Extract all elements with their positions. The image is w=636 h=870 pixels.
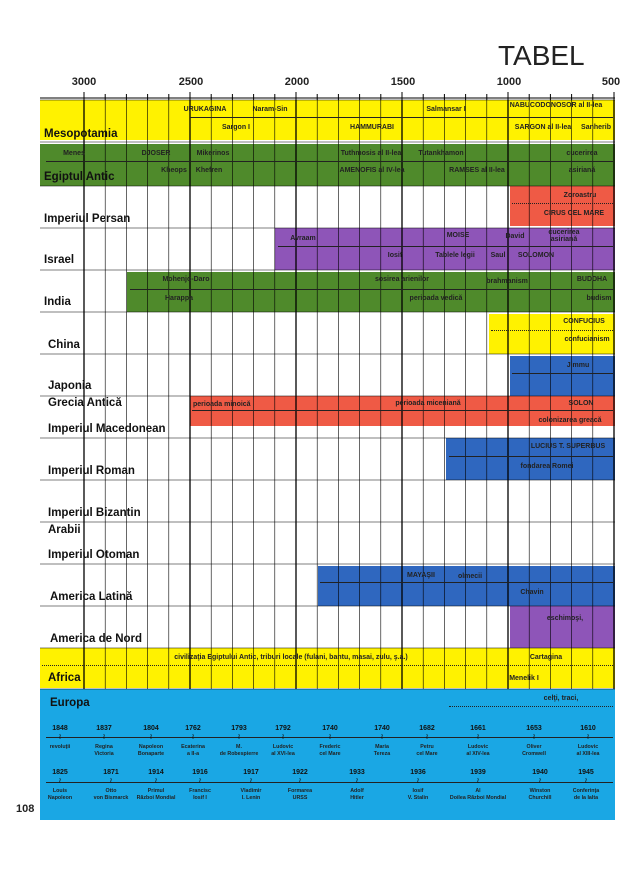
event-label: Iosif bbox=[387, 252, 403, 259]
europa-event-year: 1762 bbox=[185, 725, 201, 732]
europa-event-year: 1933 bbox=[349, 769, 365, 776]
squiggle-arrow-icon: ≀ bbox=[476, 732, 480, 741]
row-label-imperiul-bizantin: Imperiul Bizantin bbox=[48, 507, 141, 519]
event-label: Mohenjo-Daro bbox=[162, 276, 210, 283]
squiggle-arrow-icon: ≀ bbox=[58, 732, 62, 741]
event-label: Chavin bbox=[520, 589, 544, 596]
row-label-egiptul-antic: Egiptul Antic bbox=[44, 171, 115, 183]
event-label: BUDDHA bbox=[576, 276, 608, 283]
squiggle-arrow-icon: ≀ bbox=[58, 776, 62, 785]
event-label: Harappa bbox=[164, 295, 194, 302]
europa-event-name: Ludovic al XIII-lea bbox=[576, 744, 600, 757]
event-label: Zoroastru bbox=[563, 192, 597, 199]
event-label: asiriană bbox=[550, 236, 578, 243]
event-label: Tuthmosis al II-lea bbox=[340, 150, 402, 157]
event-label: asiriană bbox=[568, 167, 596, 174]
europa-event-year: 1653 bbox=[526, 725, 542, 732]
axis-tick-label: 1500 bbox=[390, 76, 416, 88]
europa-event-name: Francisc Iosif I bbox=[189, 788, 211, 801]
event-label: perioada vedică bbox=[409, 295, 463, 302]
row-label-imperiul-persan: Imperiul Persan bbox=[44, 213, 131, 225]
europa-event-year: 1914 bbox=[148, 769, 164, 776]
squiggle-arrow-icon: ≀ bbox=[154, 776, 158, 785]
event-label: Saul bbox=[490, 252, 506, 259]
europa-event-name: Conferinţa de la Ialta bbox=[572, 788, 600, 801]
event-label: sosirea arienilor bbox=[374, 276, 430, 283]
squiggle-arrow-icon: ≀ bbox=[355, 776, 359, 785]
event-label: celţi, traci, bbox=[543, 695, 579, 702]
event-label: SOLON bbox=[568, 400, 594, 407]
europa-event-name: Frederic cel Mare bbox=[319, 744, 341, 757]
event-label: fondarea Romei bbox=[520, 463, 574, 470]
squiggle-arrow-icon: ≀ bbox=[198, 776, 202, 785]
event-label: RAMSES al II-lea bbox=[449, 167, 505, 174]
squiggle-arrow-icon: ≀ bbox=[149, 732, 153, 741]
event-label: SOLOMON bbox=[517, 252, 555, 259]
europa-event-name: Vladimir I. Lenin bbox=[240, 788, 262, 801]
event-label: Naram-Sin bbox=[252, 106, 288, 113]
row-label-america-latina: America Latină bbox=[50, 591, 133, 603]
squiggle-arrow-icon: ≀ bbox=[109, 776, 113, 785]
europa-event-year: 1871 bbox=[103, 769, 119, 776]
europa-event-name: Ludovic al XVI-lea bbox=[271, 744, 295, 757]
row-label-japonia: Japonia bbox=[48, 380, 92, 392]
event-label: colonizarea greacă bbox=[538, 417, 602, 424]
europa-event-year: 1661 bbox=[470, 725, 486, 732]
event-label: Tablele legii bbox=[435, 252, 475, 259]
europa-event-year: 1740 bbox=[322, 725, 338, 732]
squiggle-arrow-icon: ≀ bbox=[249, 776, 253, 785]
europa-event-name: Primul Război Mondial bbox=[136, 788, 176, 801]
squiggle-arrow-icon: ≀ bbox=[298, 776, 302, 785]
event-label: HAMMURABI bbox=[350, 124, 394, 131]
event-label: NABUCODONOSOR al II-lea bbox=[509, 102, 603, 109]
squiggle-arrow-icon: ≀ bbox=[328, 732, 332, 741]
europa-event-name: Ecaterina a II-a bbox=[181, 744, 205, 757]
event-label: budism bbox=[586, 295, 612, 302]
event-label: olmecii bbox=[457, 573, 483, 580]
event-label: DJOSER bbox=[141, 150, 171, 157]
europa-event-name: Iosif V. Stalin bbox=[407, 788, 429, 801]
europa-event-year: 1825 bbox=[52, 769, 68, 776]
europa-event-name: M. de Robespierre bbox=[219, 744, 259, 757]
squiggle-arrow-icon: ≀ bbox=[532, 732, 536, 741]
squiggle-arrow-icon: ≀ bbox=[191, 732, 195, 741]
axis-tick-label: 500 bbox=[601, 76, 621, 88]
squiggle-arrow-icon: ≀ bbox=[584, 776, 588, 785]
europa-event-year: 1939 bbox=[470, 769, 486, 776]
europa-event-name: Formarea URSS bbox=[287, 788, 313, 801]
event-label: Tutankhamon bbox=[418, 150, 464, 157]
row-label-america-de-nord: America de Nord bbox=[50, 633, 143, 645]
europa-event-name: Regina Victoria bbox=[94, 744, 114, 757]
row-label-india: India bbox=[44, 296, 71, 308]
event-label: Kheops bbox=[161, 167, 187, 174]
europa-event-name: Winston Churchill bbox=[528, 788, 552, 801]
europa-event-year: 1792 bbox=[275, 725, 291, 732]
europa-event-year: 1793 bbox=[231, 725, 247, 732]
squiggle-arrow-icon: ≀ bbox=[586, 732, 590, 741]
europa-event-name: Al Doilea Război Mondial bbox=[449, 788, 507, 801]
europa-event-year: 1940 bbox=[532, 769, 548, 776]
event-label: Salmansar I bbox=[426, 106, 466, 113]
europa-event-year: 1837 bbox=[96, 725, 112, 732]
event-label: MAYAŞII bbox=[407, 572, 435, 579]
europa-event-name: Napoleon Bonaparte bbox=[137, 744, 165, 757]
row-label-grecia-antica: Grecia Antică bbox=[48, 397, 122, 409]
squiggle-arrow-icon: ≀ bbox=[102, 732, 106, 741]
row-label-imperiul-macedonean: Imperiul Macedonean bbox=[48, 423, 166, 435]
europa-event-year: 1740 bbox=[374, 725, 390, 732]
europa-event-name: Otto von Bismarck bbox=[93, 788, 129, 801]
event-label: confucianism bbox=[564, 336, 610, 343]
event-label: perioada miceniană bbox=[395, 400, 461, 407]
squiggle-arrow-icon: ≀ bbox=[281, 732, 285, 741]
europa-event-year: 1804 bbox=[143, 725, 159, 732]
europa-event-year: 1945 bbox=[578, 769, 594, 776]
event-label: Cartagina bbox=[529, 654, 563, 661]
europa-event-year: 1922 bbox=[292, 769, 308, 776]
page-number: 108 bbox=[16, 803, 35, 815]
squiggle-arrow-icon: ≀ bbox=[425, 732, 429, 741]
event-label: brahmanism bbox=[486, 278, 528, 285]
row-label-europa: Europa bbox=[50, 697, 90, 709]
europa-event-year: 1916 bbox=[192, 769, 208, 776]
event-label: David bbox=[505, 233, 525, 240]
europa-event-name: Oliver Cromwell bbox=[522, 744, 546, 757]
europa-event-year: 1917 bbox=[243, 769, 259, 776]
event-label: Khefren bbox=[195, 167, 223, 174]
europa-event-year: 1682 bbox=[419, 725, 435, 732]
europa-event-name: Maria Tereza bbox=[373, 744, 391, 757]
row-label-arabii: Arabii bbox=[48, 524, 81, 536]
europa-event-year: 1848 bbox=[52, 725, 68, 732]
row-label-mesopotamia: Mesopotamia bbox=[44, 128, 118, 140]
event-label: eschimoşi, bbox=[546, 615, 584, 622]
row-label-imperiul-roman: Imperiul Roman bbox=[48, 465, 135, 477]
squiggle-arrow-icon: ≀ bbox=[237, 732, 241, 741]
event-label: CIRUS CEL MARE bbox=[543, 210, 605, 217]
event-label: cucerirea bbox=[566, 150, 598, 157]
europa-event-name: Adolf Hitler bbox=[350, 788, 364, 801]
event-label: Jimmu bbox=[566, 362, 590, 369]
axis-tick-label: 2500 bbox=[178, 76, 204, 88]
event-label: perioada minoică bbox=[193, 401, 251, 408]
squiggle-arrow-icon: ≀ bbox=[476, 776, 480, 785]
row-label-africa: Africa bbox=[48, 672, 81, 684]
event-label: Sanherib bbox=[581, 124, 611, 131]
axis-tick-label: 2000 bbox=[284, 76, 310, 88]
squiggle-arrow-icon: ≀ bbox=[538, 776, 542, 785]
event-label: LUCIUS T. SUPERBUS bbox=[530, 443, 606, 450]
event-label: Menelik I bbox=[509, 675, 539, 682]
event-label: Menes bbox=[63, 150, 85, 157]
event-label: Avraam bbox=[290, 235, 316, 242]
event-label: AMENOFIS al IV-lea bbox=[339, 167, 405, 174]
europa-event-name: revoluţii bbox=[49, 744, 71, 750]
event-label: cucerirea bbox=[548, 229, 580, 236]
europa-event-year: 1936 bbox=[410, 769, 426, 776]
event-label: CONFUCIUS bbox=[563, 318, 605, 325]
squiggle-arrow-icon: ≀ bbox=[380, 732, 384, 741]
row-label-imperiul-otoman: Imperiul Otoman bbox=[48, 549, 140, 561]
squiggle-arrow-icon: ≀ bbox=[416, 776, 420, 785]
event-label: SARGON al II-lea bbox=[514, 124, 572, 131]
event-label: MOISE bbox=[446, 232, 470, 239]
row-label-china: China bbox=[48, 339, 80, 351]
row-label-israel: Israel bbox=[44, 254, 75, 266]
europa-event-name: Petru cel Mare bbox=[416, 744, 438, 757]
event-label: URUKAGINA bbox=[183, 106, 227, 113]
europa-event-name: Louis Napoleon bbox=[47, 788, 73, 801]
event-label: civilizaţia Egiptului Antic, triburi locale (fulani, bantu, masai, zulu, ş.a.) bbox=[174, 654, 408, 661]
europa-event-year: 1610 bbox=[580, 725, 596, 732]
page-title: TABEL bbox=[498, 40, 585, 71]
europa-event-name: Ludovic al XIV-lea bbox=[466, 744, 490, 757]
axis-tick-label: 3000 bbox=[71, 76, 97, 88]
axis-tick-label: 1000 bbox=[496, 76, 522, 88]
event-label: Mikerinos bbox=[196, 150, 230, 157]
event-label: Sargon I bbox=[221, 124, 251, 131]
